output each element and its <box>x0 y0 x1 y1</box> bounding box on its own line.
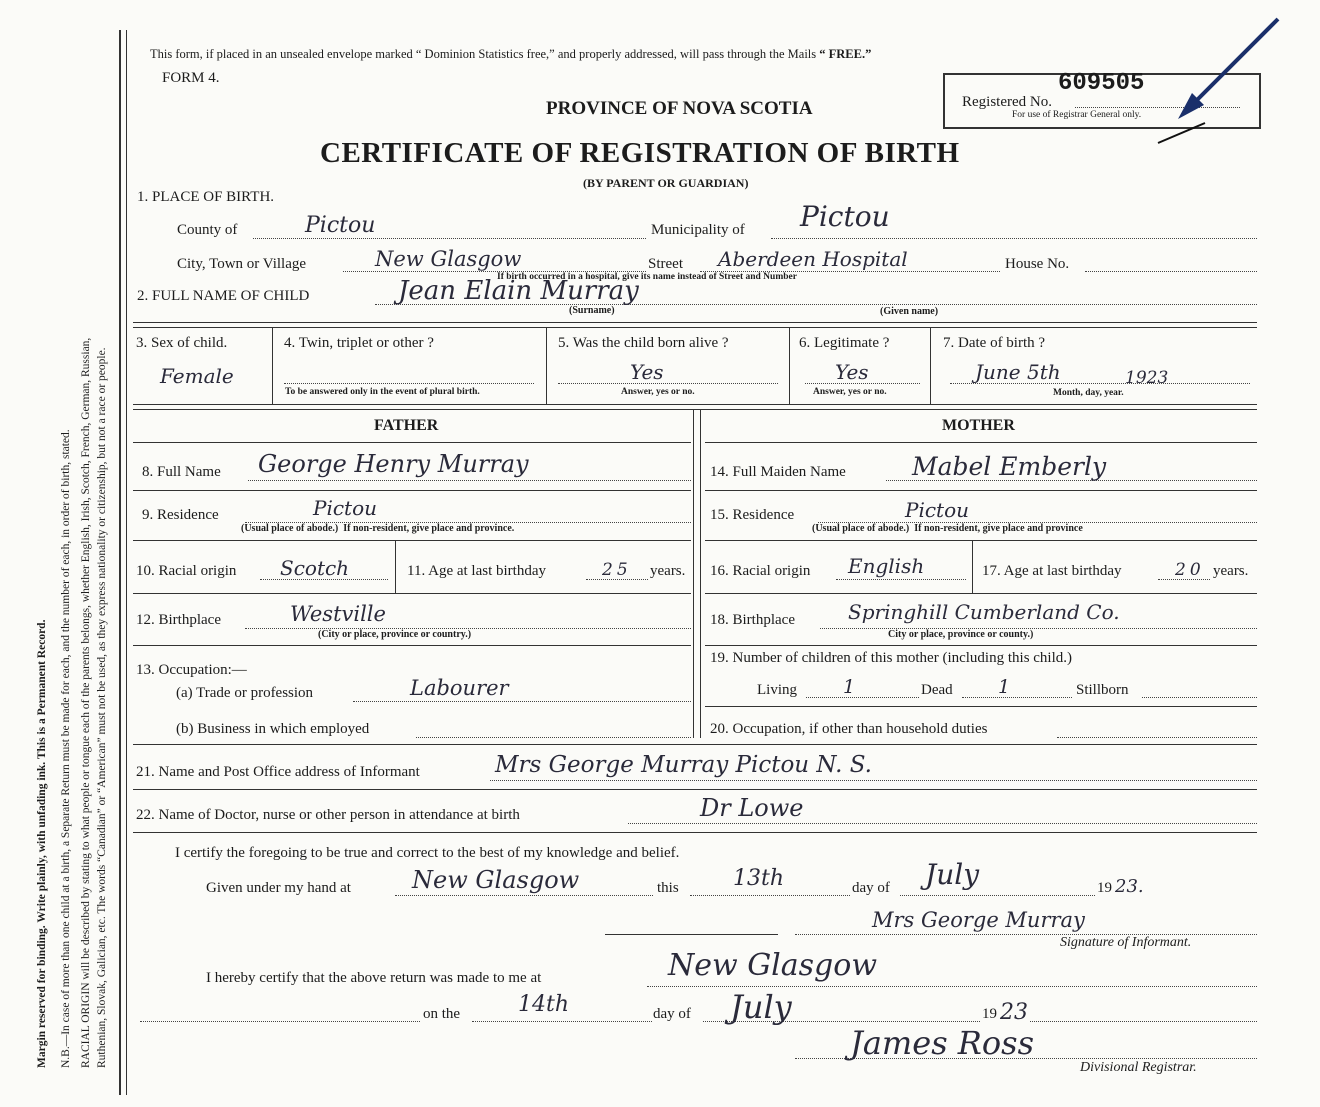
given-place-line <box>395 895 653 896</box>
father-age-years: years. <box>650 563 686 579</box>
dob-year: 1923 <box>1125 368 1169 388</box>
given-day-value: 13th <box>733 866 785 891</box>
province-heading: PROVINCE OF NOVA SCOTIA <box>546 98 813 119</box>
mother-birthplace-value: Springhill Cumberland Co. <box>848 600 1120 624</box>
form-number: FORM 4. <box>162 70 220 86</box>
alive-line <box>558 383 778 384</box>
registrar-dayof-label: day of <box>653 1006 691 1022</box>
father-birthplace-note: (City or place, province or country.) <box>318 629 472 640</box>
father-name-value: George Henry Murray <box>258 450 529 478</box>
mother-age-value: 20 <box>1175 560 1205 580</box>
informant-value: Mrs George Murray Pictou N. S. <box>495 752 872 778</box>
mother-race-line <box>836 579 966 580</box>
father-race-value: Scotch <box>280 556 350 580</box>
registrar-year-value: 23 <box>1000 1000 1028 1025</box>
doctor-label: 22. Name of Doctor, nurse or other person in attendance at birth <box>136 807 520 823</box>
registrar-right-line <box>1030 1021 1257 1022</box>
father-residence-note: (Usual place of abode.) If non-resident, give place and province. <box>241 523 515 534</box>
dead-value: 1 <box>998 676 1011 698</box>
divider <box>546 328 547 404</box>
registrar-year-prefix: 19 <box>982 1006 997 1022</box>
twin-label: 4. Twin, triplet or other ? <box>284 335 434 351</box>
mother-birthplace-label: 18. Birthplace <box>710 612 795 628</box>
column-divider <box>693 410 694 738</box>
twin-note: To be answered only in the event of plural birth. <box>285 387 480 397</box>
mother-residence-label: 15. Residence <box>710 507 795 523</box>
divider <box>133 490 691 491</box>
registrar-signature-label: Divisional Registrar. <box>1080 1060 1197 1075</box>
divider <box>972 541 973 593</box>
legitimate-note: Answer, yes or no. <box>813 387 887 397</box>
mother-name-label: 14. Full Maiden Name <box>710 464 846 480</box>
dead-line <box>962 697 1072 698</box>
county-line <box>253 238 646 239</box>
registrar-place-value: New Glasgow <box>668 948 878 983</box>
father-race-label: 10. Racial origin <box>136 563 237 579</box>
registrar-day-line <box>472 1021 652 1022</box>
registered-no-label: Registered No. <box>962 94 1052 110</box>
father-age-label: 11. Age at last birthday <box>407 563 546 579</box>
father-occupation-label: 13. Occupation:— <box>136 662 247 678</box>
street-value: Aberdeen Hospital <box>718 247 908 271</box>
registrar-day-value: 14th <box>518 992 570 1017</box>
divider <box>705 593 1257 594</box>
given-name-note: (Given name) <box>880 306 939 317</box>
divider <box>705 540 1257 541</box>
column-divider <box>700 410 701 738</box>
mother-children-label: 19. Number of children of this mother (including this child.) <box>710 650 1073 666</box>
legitimate-value: Yes <box>835 360 869 384</box>
dob-value: June 5th <box>975 360 1061 384</box>
mother-birthplace-line <box>820 628 1257 629</box>
stillborn-label: Stillborn <box>1076 682 1129 698</box>
county-value: Pictou <box>305 213 376 238</box>
registrar-signature: James Ross <box>850 1024 1034 1062</box>
registered-no-note: For use of Registrar General only. <box>1012 110 1142 120</box>
child-name-label: 2. FULL NAME OF CHILD <box>137 288 310 304</box>
margin-note-nb: N.B.—In case of more than one child at a birth, a Separate Return must be made for each, and the number of each, in order of birth, stated. <box>60 429 72 1068</box>
city-value: New Glasgow <box>375 247 522 271</box>
sex-label: 3. Sex of child. <box>136 335 228 351</box>
informant-label: 21. Name and Post Office address of Informant <box>136 764 420 780</box>
doctor-line <box>628 823 1257 824</box>
divider <box>789 328 790 404</box>
legitimate-label: 6. Legitimate ? <box>799 335 890 351</box>
divider <box>605 934 778 935</box>
father-trade-label: (a) Trade or profession <box>176 685 314 701</box>
doctor-value: Dr Lowe <box>700 794 804 822</box>
divider <box>705 706 1257 707</box>
divider <box>133 322 1257 323</box>
dead-label: Dead <box>921 682 953 698</box>
informant-line <box>490 780 1257 781</box>
father-name-label: 8. Full Name <box>142 464 221 480</box>
municipality-line <box>771 238 1257 239</box>
certificate-title: CERTIFICATE OF REGISTRATION OF BIRTH <box>320 137 960 169</box>
sex-value: Female <box>160 364 234 388</box>
given-this-label: this <box>657 880 679 896</box>
living-label: Living <box>757 682 797 698</box>
municipality-value: Pictou <box>800 200 890 233</box>
divider <box>133 593 691 594</box>
margin-rule <box>119 30 121 1095</box>
margin-note-binding: Margin reserved for binding. Write plainly, with unfading ink. This is a Permanent Record. <box>36 619 48 1068</box>
child-name-value: Jean Elain Murray <box>398 276 639 306</box>
living-value: 1 <box>843 676 856 698</box>
registrar-statement: I hereby certify that the above return was made to me at <box>206 970 542 986</box>
father-residence-value: Pictou <box>313 496 378 520</box>
father-business-line <box>416 737 691 738</box>
divider <box>133 404 1257 405</box>
street-label: Street <box>648 256 683 272</box>
informant-signature-label: Signature of Informant. <box>1060 935 1192 950</box>
divider <box>133 645 691 646</box>
divider <box>133 744 1257 745</box>
mother-heading: MOTHER <box>942 417 1015 434</box>
margin-note-racial-1: RACIAL ORIGIN will be described by stating to what people or tongue each of the parents belongs, whether English, Irish, Scotch, French, German, Russian, <box>80 337 92 1068</box>
mother-birthplace-note: City or place, province or county.) <box>888 629 1034 640</box>
divider <box>395 541 396 593</box>
divider <box>133 442 691 443</box>
house-no-line <box>1085 271 1257 272</box>
municipality-label: Municipality of <box>651 222 745 238</box>
county-label: County of <box>177 222 238 238</box>
divider <box>705 442 1257 443</box>
mother-race-value: English <box>848 554 925 578</box>
living-line <box>806 697 919 698</box>
father-trade-line <box>353 701 691 702</box>
place-of-birth-label: 1. PLACE OF BIRTH. <box>137 189 275 205</box>
given-year-prefix: 19 <box>1097 880 1112 896</box>
given-day-line <box>690 895 850 896</box>
father-age-value: 25 <box>602 560 632 580</box>
father-heading: FATHER <box>374 417 439 434</box>
alive-note: Answer, yes or no. <box>621 387 695 397</box>
certify-statement: I certify the foregoing to be true and correct to the best of my knowledge and belief. <box>175 845 680 861</box>
mother-occupation-label: 20. Occupation, if other than household duties <box>710 721 988 737</box>
mother-residence-note: (Usual place of abode.) If non-resident, give place and province <box>812 523 1083 534</box>
twin-line <box>284 383 534 384</box>
registrar-month-value: July <box>730 988 792 1026</box>
divider <box>705 645 1257 646</box>
given-label: Given under my hand at <box>206 880 351 896</box>
margin-note-racial-2: Ruthenian, Slovak, Galician, etc. The words “Canadian” or “American” must not be used, as they express nationality or citizenship, but not a race or people. <box>96 347 108 1068</box>
divider <box>272 328 273 404</box>
dob-note: Month, day, year. <box>1053 388 1124 398</box>
divider <box>133 832 1257 833</box>
street-note: If birth occurred in a hospital, give its name instead of Street and Number <box>497 272 797 282</box>
father-trade-value: Labourer <box>410 676 509 700</box>
certificate-subtitle: (BY PARENT OR GUARDIAN) <box>583 176 749 190</box>
mother-age-label: 17. Age at last birthday <box>982 563 1122 579</box>
mother-residence-value: Pictou <box>905 498 970 522</box>
informant-signature: Mrs George Murray <box>872 908 1085 932</box>
stillborn-line <box>1142 697 1257 698</box>
given-year-value: 23. <box>1115 876 1144 897</box>
father-birthplace-label: 12. Birthplace <box>136 612 221 628</box>
margin-rule-inner <box>126 30 127 1095</box>
mother-occupation-line <box>1057 737 1257 738</box>
divider <box>133 327 1257 328</box>
surname-note: (Surname) <box>569 305 615 316</box>
divider <box>133 409 1257 410</box>
divider <box>133 789 1257 790</box>
father-residence-label: 9. Residence <box>142 507 219 523</box>
registered-no-value: 609505 <box>1058 70 1145 97</box>
given-dayof-label: day of <box>852 880 890 896</box>
house-no-label: House No. <box>1005 256 1070 272</box>
given-month-value: July <box>925 858 980 891</box>
alive-value: Yes <box>630 360 664 384</box>
arrow-mark-icon <box>1150 15 1285 150</box>
divider <box>705 490 1257 491</box>
alive-label: 5. Was the child born alive ? <box>558 335 729 351</box>
mail-notice: This form, if placed in an unsealed envelope marked “ Dominion Statistics free,” and properly addressed, will pass through the Mails “ FREE.” <box>150 47 872 61</box>
divider <box>930 328 931 404</box>
mother-race-label: 16. Racial origin <box>710 563 811 579</box>
dob-label: 7. Date of birth ? <box>943 335 1046 351</box>
given-place-value: New Glasgow <box>412 866 580 894</box>
given-month-line <box>900 895 1095 896</box>
father-name-line <box>248 480 691 481</box>
mother-age-years: years. <box>1213 563 1249 579</box>
registrar-on-label: on the <box>423 1006 461 1022</box>
father-business-label: (b) Business in which employed <box>176 721 370 737</box>
father-birthplace-value: Westville <box>290 602 386 626</box>
divider <box>133 540 691 541</box>
registrar-left-line <box>140 1021 420 1022</box>
mother-name-value: Mabel Emberly <box>912 452 1107 481</box>
city-label: City, Town or Village <box>177 256 307 272</box>
registrar-place-line <box>647 986 1257 987</box>
